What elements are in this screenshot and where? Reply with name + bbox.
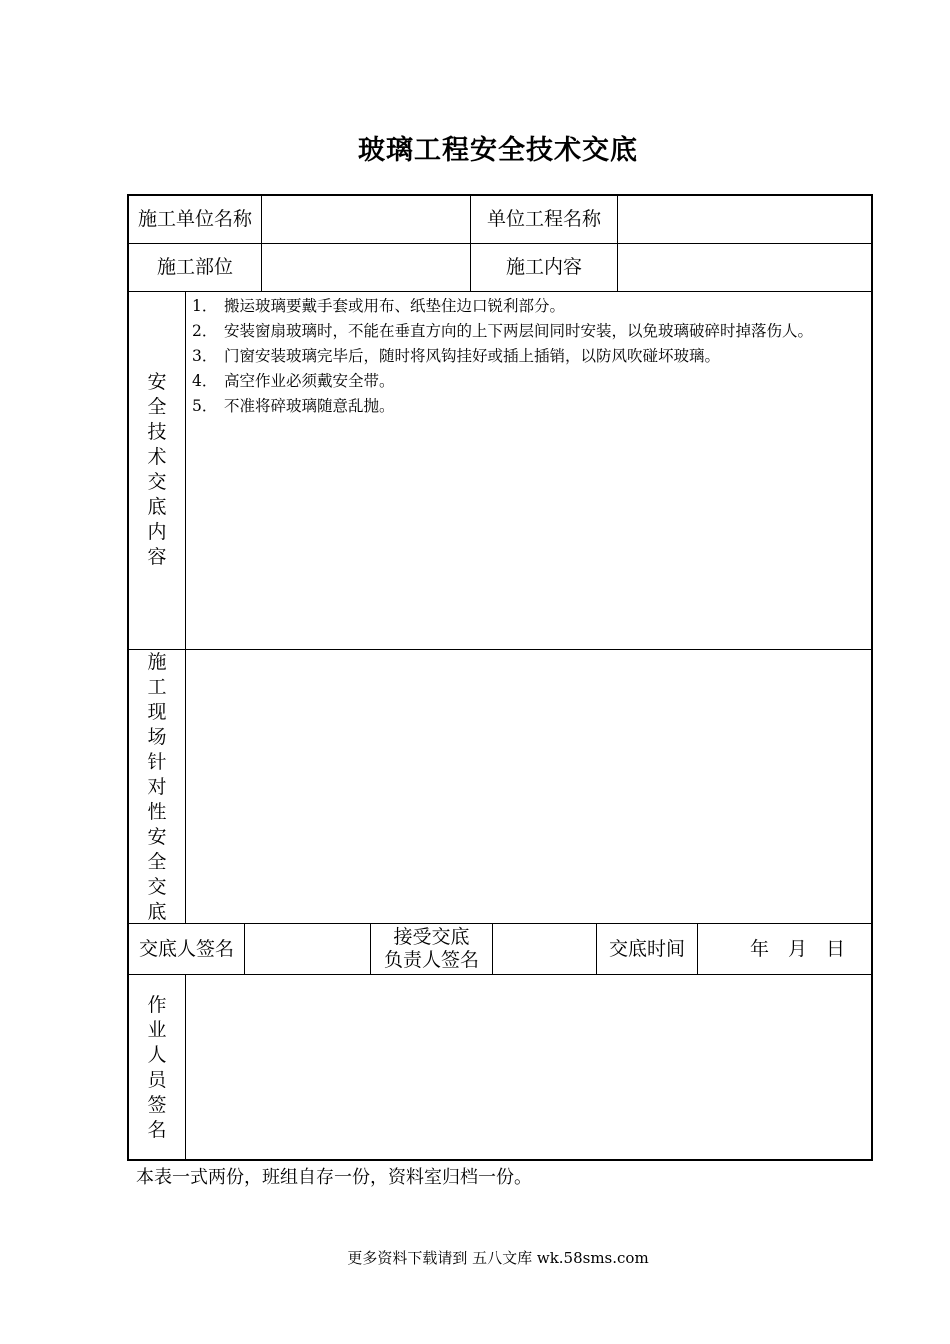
safety-item: 4． 高空作业必须戴安全带。	[192, 372, 395, 390]
location-value[interactable]	[262, 244, 470, 291]
label-char: 对	[147, 776, 167, 798]
label-char: 术	[147, 446, 167, 468]
receiver-signature-field[interactable]	[493, 924, 596, 974]
form-note: 本表一式两份，班组自存一份，资料室归档一份。	[136, 1167, 532, 1188]
label-char: 现	[147, 701, 167, 723]
col-divider	[185, 291, 186, 924]
site-section-label	[129, 650, 185, 925]
label-char: 针	[147, 751, 167, 773]
unit-name-value[interactable]	[262, 196, 470, 243]
receiver-signature-label	[371, 924, 492, 974]
label-char: 内	[147, 521, 167, 543]
time-label: 交底时间	[608, 937, 685, 960]
row-divider	[127, 649, 873, 650]
label-char: 名	[147, 1119, 167, 1141]
label-char: 交	[147, 876, 167, 898]
workers-section-label	[129, 993, 185, 1143]
safety-item: 1． 搬运玻璃要戴手套或用布、纸垫住边口锐利部分。	[192, 297, 566, 315]
label-char: 工	[147, 676, 167, 698]
receiver-label-line1: 接受交底	[393, 926, 470, 949]
project-name-value[interactable]	[618, 196, 871, 243]
safety-item: 3． 门窗安装玻璃完毕后，随时将风钩挂好或插上插销，以防风吹碰坏玻璃。	[192, 347, 721, 365]
safety-item: 2． 安装窗扇玻璃时，不能在垂直方向的上下两层间同时安装，以免玻璃破碎时掉落伤人。	[192, 322, 814, 340]
label-char: 人	[147, 1044, 167, 1066]
label-char: 安	[147, 371, 167, 393]
presenter-signature-field[interactable]	[245, 924, 370, 974]
label-char: 场	[147, 726, 167, 748]
presenter-signature-label: 交底人签名	[138, 937, 234, 960]
document-title: 玻璃工程安全技术交底	[358, 135, 638, 166]
row-divider	[127, 291, 873, 292]
content-value[interactable]	[618, 244, 871, 291]
unit-name-label: 施工单位名称	[137, 208, 252, 231]
safety-items	[192, 294, 813, 419]
label-char: 全	[147, 396, 167, 418]
safety-item: 5． 不准将碎玻璃随意乱抛。	[192, 397, 395, 415]
label-char: 安	[147, 826, 167, 848]
label-char: 容	[147, 546, 167, 568]
label-char: 签	[147, 1094, 167, 1116]
label-char: 底	[147, 496, 167, 518]
receiver-label-line2: 负责人签名	[383, 949, 479, 971]
date-field[interactable]: 年 月 日	[749, 937, 845, 960]
footer-link[interactable]: 更多资料下载请到 五八文库 wk.58sms.com	[347, 1249, 649, 1267]
label-char: 业	[147, 1019, 167, 1041]
workers-signature-area[interactable]	[187, 976, 871, 1159]
safety-section-label	[129, 370, 185, 570]
label-char: 底	[147, 901, 167, 923]
label-char: 员	[147, 1069, 167, 1091]
label-char: 施	[147, 651, 167, 673]
label-char: 技	[147, 421, 167, 443]
label-char: 作	[147, 994, 167, 1016]
col-divider	[185, 974, 186, 1161]
location-label: 施工部位	[156, 256, 233, 279]
content-label: 施工内容	[505, 256, 582, 279]
label-char: 全	[147, 851, 167, 873]
label-char: 性	[147, 801, 167, 823]
label-char: 交	[147, 471, 167, 493]
project-name-label: 单位工程名称	[486, 208, 601, 231]
site-content-area[interactable]	[187, 651, 871, 922]
row-divider	[127, 974, 873, 975]
